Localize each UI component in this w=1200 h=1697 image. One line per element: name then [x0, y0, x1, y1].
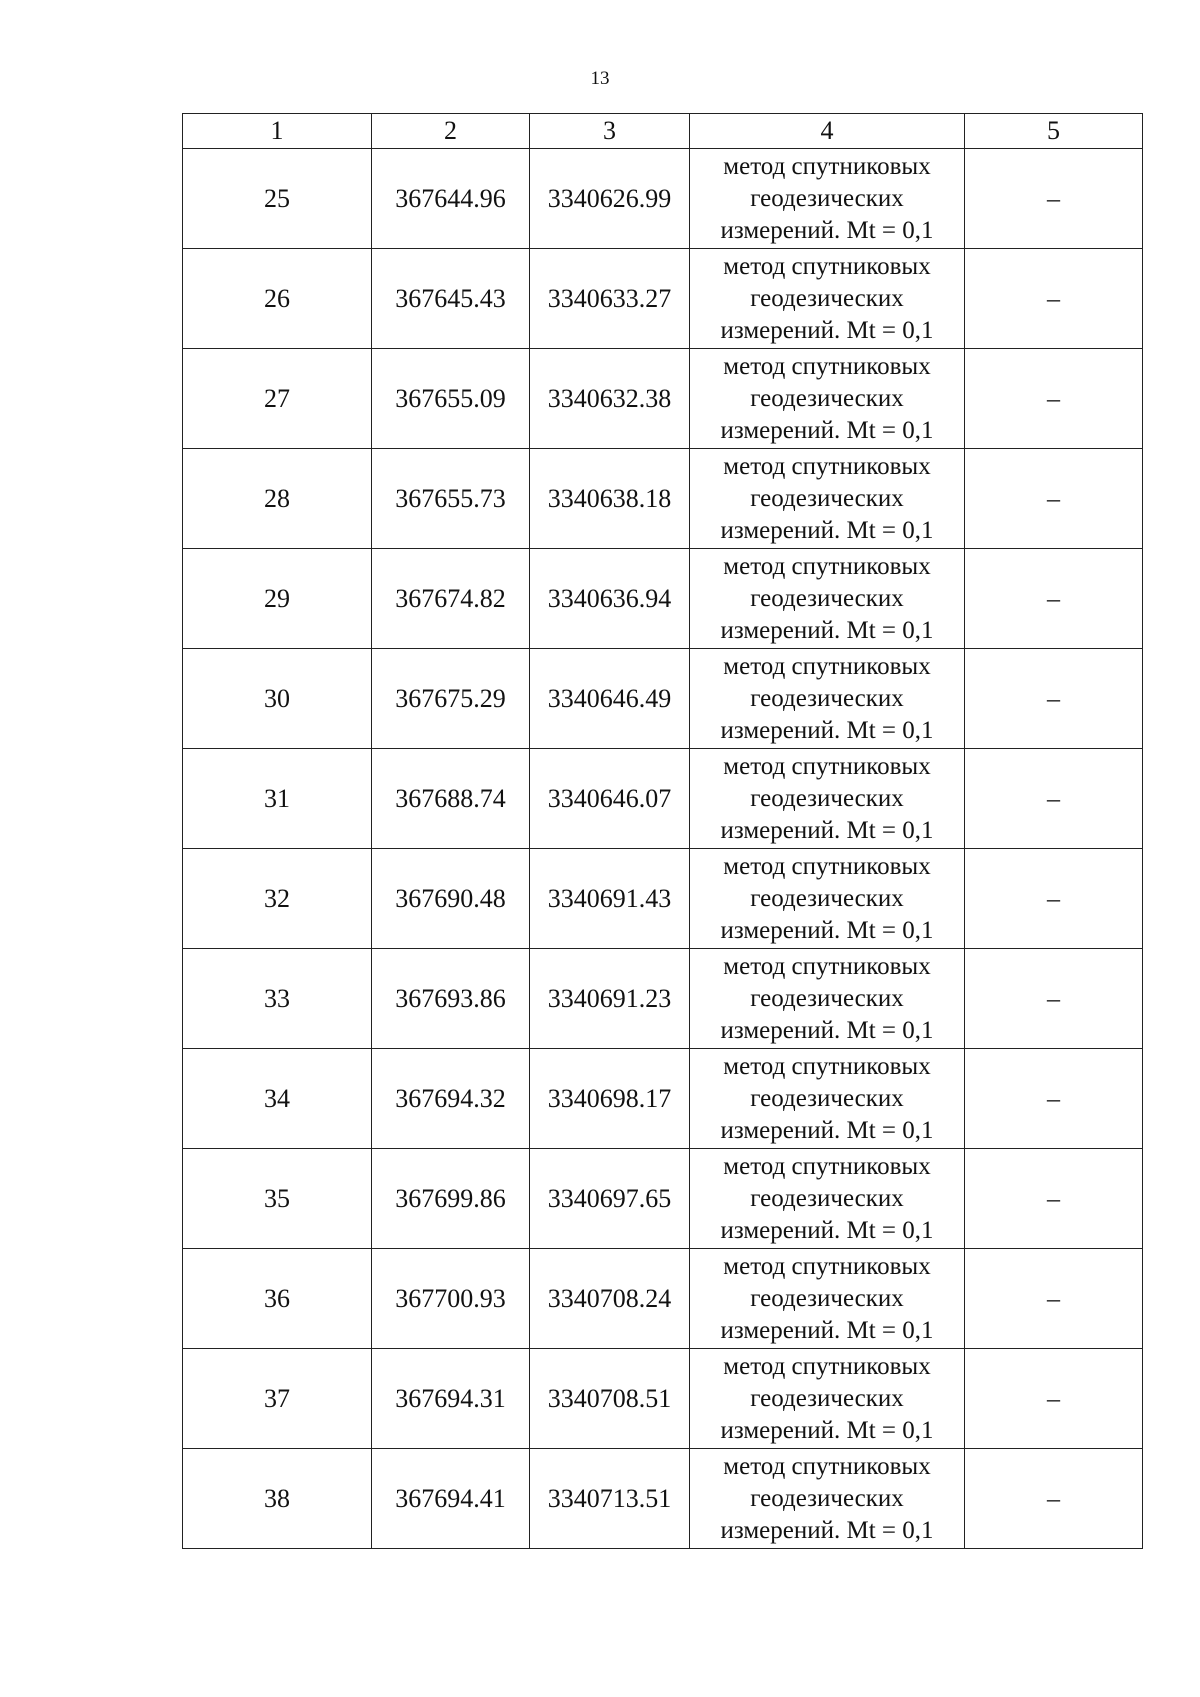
method-line: измерений. Mt = 0,1 — [720, 416, 934, 444]
note-cell: – — [965, 349, 1143, 449]
method-line: метод спутниковых — [723, 1052, 931, 1080]
note-cell: – — [965, 749, 1143, 849]
point-number-cell: 30 — [183, 649, 372, 749]
method-line: измерений. Mt = 0,1 — [720, 816, 934, 844]
point-number-cell: 29 — [183, 549, 372, 649]
method-line: геодезических — [750, 1484, 904, 1512]
method-line: измерений. Mt = 0,1 — [720, 516, 934, 544]
x-coordinate-cell: 367699.86 — [372, 1149, 530, 1249]
method-cell — [690, 949, 965, 1049]
point-number-cell: 27 — [183, 349, 372, 449]
method-line: измерений. Mt = 0,1 — [720, 1416, 934, 1444]
method-line: геодезических — [750, 1184, 904, 1212]
y-coordinate-cell: 3340708.51 — [530, 1349, 690, 1449]
note-cell: – — [965, 649, 1143, 749]
point-number-cell: 26 — [183, 249, 372, 349]
column-header-1: 1 — [183, 114, 372, 149]
x-coordinate-cell: 367675.29 — [372, 649, 530, 749]
x-coordinate-cell: 367694.32 — [372, 1049, 530, 1149]
method-line: геодезических — [750, 784, 904, 812]
method-line: геодезических — [750, 184, 904, 212]
note-cell: – — [965, 1349, 1143, 1449]
method-line: геодезических — [750, 284, 904, 312]
y-coordinate-cell: 3340638.18 — [530, 449, 690, 549]
table-row — [183, 149, 1143, 249]
method-line: геодезических — [750, 584, 904, 612]
table-row — [183, 1149, 1143, 1249]
method-line: измерений. Mt = 0,1 — [720, 1316, 934, 1344]
method-line: измерений. Mt = 0,1 — [720, 716, 934, 744]
table-header — [183, 114, 1143, 149]
method-line: геодезических — [750, 884, 904, 912]
method-cell — [690, 849, 965, 949]
method-line: геодезических — [750, 484, 904, 512]
method-cell — [690, 449, 965, 549]
note-cell: – — [965, 1249, 1143, 1349]
method-line: измерений. Mt = 0,1 — [720, 1516, 934, 1544]
method-line: геодезических — [750, 384, 904, 412]
note-cell: – — [965, 149, 1143, 249]
y-coordinate-cell: 3340698.17 — [530, 1049, 690, 1149]
method-line: геодезических — [750, 684, 904, 712]
table-row — [183, 949, 1143, 1049]
x-coordinate-cell: 367645.43 — [372, 249, 530, 349]
table-row — [183, 349, 1143, 449]
header-row — [183, 114, 1143, 149]
method-line: геодезических — [750, 984, 904, 1012]
x-coordinate-cell: 367688.74 — [372, 749, 530, 849]
table-row — [183, 749, 1143, 849]
point-number-cell: 33 — [183, 949, 372, 1049]
point-number-cell: 36 — [183, 1249, 372, 1349]
table-body — [183, 149, 1143, 1549]
point-number-cell: 31 — [183, 749, 372, 849]
method-line: метод спутниковых — [723, 852, 931, 880]
y-coordinate-cell: 3340646.49 — [530, 649, 690, 749]
table-row — [183, 649, 1143, 749]
column-header-4: 4 — [690, 114, 965, 149]
method-line: измерений. Mt = 0,1 — [720, 616, 934, 644]
table-row — [183, 849, 1143, 949]
table-row — [183, 1049, 1143, 1149]
y-coordinate-cell: 3340708.24 — [530, 1249, 690, 1349]
method-cell — [690, 1049, 965, 1149]
method-cell — [690, 549, 965, 649]
y-coordinate-cell: 3340691.43 — [530, 849, 690, 949]
method-cell — [690, 149, 965, 249]
method-line: геодезических — [750, 1284, 904, 1312]
method-cell — [690, 1249, 965, 1349]
point-number-cell: 35 — [183, 1149, 372, 1249]
table-row — [183, 249, 1143, 349]
y-coordinate-cell: 3340633.27 — [530, 249, 690, 349]
y-coordinate-cell: 3340697.65 — [530, 1149, 690, 1249]
method-cell — [690, 749, 965, 849]
x-coordinate-cell: 367655.73 — [372, 449, 530, 549]
method-line: измерений. Mt = 0,1 — [720, 1216, 934, 1244]
method-cell — [690, 249, 965, 349]
column-header-3: 3 — [530, 114, 690, 149]
point-number-cell: 34 — [183, 1049, 372, 1149]
method-line: измерений. Mt = 0,1 — [720, 1016, 934, 1044]
table-row — [183, 449, 1143, 549]
note-cell: – — [965, 249, 1143, 349]
method-line: измерений. Mt = 0,1 — [720, 916, 934, 944]
x-coordinate-cell: 367644.96 — [372, 149, 530, 249]
point-number-cell: 37 — [183, 1349, 372, 1449]
method-line: измерений. Mt = 0,1 — [720, 1116, 934, 1144]
y-coordinate-cell: 3340626.99 — [530, 149, 690, 249]
method-line: метод спутниковых — [723, 352, 931, 380]
method-line: метод спутниковых — [723, 652, 931, 680]
method-line: измерений. Mt = 0,1 — [720, 216, 934, 244]
x-coordinate-cell: 367700.93 — [372, 1249, 530, 1349]
y-coordinate-cell: 3340632.38 — [530, 349, 690, 449]
table-row — [183, 1249, 1143, 1349]
method-cell — [690, 1349, 965, 1449]
table-row — [183, 1449, 1143, 1549]
point-number-cell: 32 — [183, 849, 372, 949]
y-coordinate-cell: 3340713.51 — [530, 1449, 690, 1549]
note-cell: – — [965, 549, 1143, 649]
table-row — [183, 549, 1143, 649]
method-line: метод спутниковых — [723, 752, 931, 780]
x-coordinate-cell: 367690.48 — [372, 849, 530, 949]
note-cell: – — [965, 1049, 1143, 1149]
coordinates-table — [182, 113, 1143, 1549]
method-line: метод спутниковых — [723, 152, 931, 180]
y-coordinate-cell: 3340691.23 — [530, 949, 690, 1049]
method-line: геодезических — [750, 1384, 904, 1412]
method-line: метод спутниковых — [723, 1252, 931, 1280]
note-cell: – — [965, 1149, 1143, 1249]
point-number-cell: 38 — [183, 1449, 372, 1549]
method-line: метод спутниковых — [723, 1452, 931, 1480]
table-row — [183, 1349, 1143, 1449]
method-cell — [690, 649, 965, 749]
column-header-5: 5 — [965, 114, 1143, 149]
method-line: метод спутниковых — [723, 452, 931, 480]
method-cell — [690, 1149, 965, 1249]
x-coordinate-cell: 367693.86 — [372, 949, 530, 1049]
method-line: метод спутниковых — [723, 552, 931, 580]
note-cell: – — [965, 1449, 1143, 1549]
method-line: геодезических — [750, 1084, 904, 1112]
column-header-2: 2 — [372, 114, 530, 149]
page-number: 13 — [590, 68, 610, 89]
note-cell: – — [965, 849, 1143, 949]
x-coordinate-cell: 367655.09 — [372, 349, 530, 449]
method-line: метод спутниковых — [723, 952, 931, 980]
x-coordinate-cell: 367694.41 — [372, 1449, 530, 1549]
y-coordinate-cell: 3340636.94 — [530, 549, 690, 649]
method-line: измерений. Mt = 0,1 — [720, 316, 934, 344]
point-number-cell: 28 — [183, 449, 372, 549]
method-line: метод спутниковых — [723, 1152, 931, 1180]
method-line: метод спутниковых — [723, 252, 931, 280]
x-coordinate-cell: 367694.31 — [372, 1349, 530, 1449]
note-cell: – — [965, 949, 1143, 1049]
method-cell — [690, 1449, 965, 1549]
note-cell: – — [965, 449, 1143, 549]
method-line: метод спутниковых — [723, 1352, 931, 1380]
method-cell — [690, 349, 965, 449]
y-coordinate-cell: 3340646.07 — [530, 749, 690, 849]
x-coordinate-cell: 367674.82 — [372, 549, 530, 649]
point-number-cell: 25 — [183, 149, 372, 249]
